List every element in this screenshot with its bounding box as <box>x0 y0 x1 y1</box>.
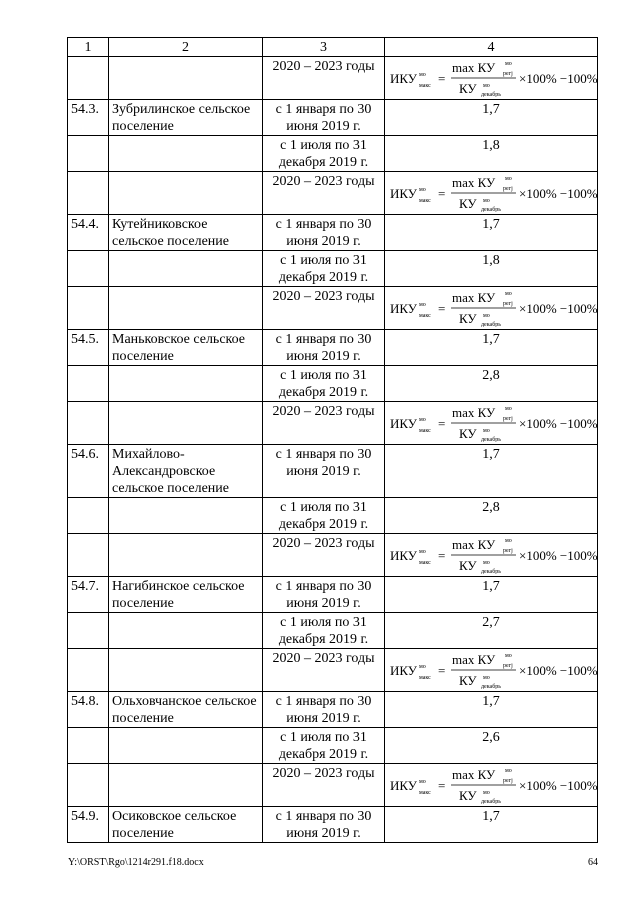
header-col-2: 2 <box>109 38 263 57</box>
settlement-name-cell <box>109 534 263 577</box>
table-body <box>68 38 598 843</box>
settlement-name-cell <box>109 402 263 445</box>
table-row <box>68 136 598 172</box>
row-number-cell <box>68 136 109 172</box>
formula-lhs-sup: мо <box>419 779 426 785</box>
formula-lhs-sup: мо <box>419 549 426 555</box>
settlement-name-cell: Михайлово-Александровское сельское поселение <box>109 445 263 498</box>
formula-lhs-sub: макс <box>419 675 431 681</box>
formula-numerator-sub: регj <box>503 548 513 554</box>
table-row <box>68 215 598 251</box>
period-cell: 2020 – 2023 годы <box>263 649 385 692</box>
formula-lhs-sup: мо <box>419 664 426 670</box>
period-cell: с 1 июля по 31 декабря 2019 г. <box>263 366 385 402</box>
period-cell: 2020 – 2023 годы <box>263 402 385 445</box>
formula-lhs: ИКУ <box>390 778 418 793</box>
row-number-cell <box>68 613 109 649</box>
formula-numerator: max КУ <box>452 405 496 420</box>
formula-denominator: КУ <box>459 558 477 573</box>
table-row <box>68 807 598 843</box>
formula-denominator: КУ <box>459 673 477 688</box>
formula-numerator: max КУ <box>452 290 496 305</box>
formula-denominator: КУ <box>459 788 477 803</box>
row-number-cell: 54.8. <box>68 692 109 728</box>
settlement-name-cell: Нагибинское сельское поселение <box>109 577 263 613</box>
settlement-name-cell <box>109 613 263 649</box>
table-row <box>68 613 598 649</box>
settlement-name-cell <box>109 172 263 215</box>
formula-numerator-sup: мо <box>505 176 512 182</box>
formula-lhs-sup: мо <box>419 302 426 308</box>
formula-numerator-sub: регj <box>503 301 513 307</box>
formula-numerator-sup: мо <box>505 406 512 412</box>
table-row <box>68 57 598 100</box>
index-formula <box>388 404 598 442</box>
index-value-cell <box>385 613 598 649</box>
index-value-cell <box>385 728 598 764</box>
page-number: 64 <box>588 857 598 868</box>
formula-denominator-sub: декабрь <box>481 92 501 97</box>
header-col-1: 1 <box>68 38 109 57</box>
table-row <box>68 692 598 728</box>
formula-equals: = <box>438 416 446 431</box>
index-value: 2,8 <box>482 368 500 383</box>
settlement-name-cell <box>109 366 263 402</box>
index-value-cell <box>385 402 598 445</box>
formula-numerator-sup: мо <box>505 538 512 544</box>
formula-denominator: КУ <box>459 81 477 96</box>
formula-denominator-sub: декабрь <box>481 322 501 327</box>
period-cell: с 1 января по 30 июня 2019 г. <box>263 445 385 498</box>
formula-numerator: max КУ <box>452 652 496 667</box>
formula-lhs-sub: макс <box>419 83 431 89</box>
index-formula <box>388 766 598 804</box>
formula-numerator: max КУ <box>452 60 496 75</box>
index-value-cell <box>385 57 598 100</box>
formula-numerator-sup: мо <box>505 291 512 297</box>
settlement-name-cell <box>109 649 263 692</box>
index-value: 2,8 <box>482 500 500 515</box>
index-value-cell <box>385 100 598 136</box>
formula-tail: ×100% −100% <box>519 548 598 563</box>
formula-lhs: ИКУ <box>390 301 418 316</box>
index-value-cell <box>385 807 598 843</box>
formula-lhs-sub: макс <box>419 198 431 204</box>
formula-equals: = <box>438 301 446 316</box>
formula-tail: ×100% −100% <box>519 71 598 86</box>
settlement-name-cell <box>109 57 263 100</box>
table-row <box>68 402 598 445</box>
formula-lhs-sub: макс <box>419 560 431 566</box>
table-row <box>68 534 598 577</box>
table-row <box>68 577 598 613</box>
index-value-cell <box>385 534 598 577</box>
formula-denominator-sub: декабрь <box>481 799 501 804</box>
formula-tail: ×100% −100% <box>519 301 598 316</box>
formula-denominator-sub: декабрь <box>481 437 501 442</box>
formula-numerator-sub: регj <box>503 186 513 192</box>
table-row <box>68 172 598 215</box>
period-cell: с 1 января по 30 июня 2019 г. <box>263 215 385 251</box>
table-row <box>68 728 598 764</box>
index-value: 1,7 <box>482 579 500 594</box>
table-row <box>68 764 598 807</box>
formula-lhs-sub: макс <box>419 790 431 796</box>
formula-lhs-sub: макс <box>419 313 431 319</box>
table-row <box>68 498 598 534</box>
formula-numerator-sup: мо <box>505 768 512 774</box>
formula-denominator-sub: декабрь <box>481 569 501 574</box>
index-value-cell <box>385 764 598 807</box>
formula-numerator-sub: регj <box>503 778 513 784</box>
index-value-cell <box>385 577 598 613</box>
formula-denominator-sup: мо <box>483 790 490 796</box>
formula-numerator: max КУ <box>452 175 496 190</box>
formula-denominator-sup: мо <box>483 560 490 566</box>
formula-denominator-sub: декабрь <box>481 207 501 212</box>
index-value-cell <box>385 172 598 215</box>
header-col-3: 3 <box>263 38 385 57</box>
formula-numerator-sup: мо <box>505 61 512 67</box>
period-cell: 2020 – 2023 годы <box>263 764 385 807</box>
row-number-cell: 54.4. <box>68 215 109 251</box>
formula-denominator-sup: мо <box>483 675 490 681</box>
formula-denominator-sup: мо <box>483 428 490 434</box>
formula-lhs-sup: мо <box>419 417 426 423</box>
index-formula <box>388 289 598 327</box>
period-cell: с 1 июля по 31 декабря 2019 г. <box>263 136 385 172</box>
row-number-cell: 54.9. <box>68 807 109 843</box>
index-value: 1,7 <box>482 694 500 709</box>
file-path: Y:\ORST\Rgo\1214r291.f18.docx <box>68 857 204 868</box>
settlement-name-cell: Зубрилинское сельское поселение <box>109 100 263 136</box>
index-value-cell <box>385 498 598 534</box>
settlement-name-cell: Осиковское сельское поселение <box>109 807 263 843</box>
period-cell: 2020 – 2023 годы <box>263 287 385 330</box>
index-formula <box>388 651 598 689</box>
index-value-cell <box>385 366 598 402</box>
row-number-cell: 54.3. <box>68 100 109 136</box>
index-formula <box>388 536 598 574</box>
table-row <box>68 445 598 498</box>
formula-numerator-sub: регj <box>503 663 513 669</box>
index-formula <box>388 59 598 97</box>
settlement-name-cell: Кутейниковское сельское поселение <box>109 215 263 251</box>
formula-denominator: КУ <box>459 426 477 441</box>
settlement-name-cell <box>109 764 263 807</box>
formula-tail: ×100% −100% <box>519 778 598 793</box>
formula-equals: = <box>438 186 446 201</box>
formula-equals: = <box>438 71 446 86</box>
index-value-cell <box>385 445 598 498</box>
row-number-cell: 54.5. <box>68 330 109 366</box>
index-value-cell <box>385 692 598 728</box>
formula-tail: ×100% −100% <box>519 663 598 678</box>
index-value-cell <box>385 330 598 366</box>
formula-equals: = <box>438 778 446 793</box>
formula-lhs-sub: макс <box>419 428 431 434</box>
period-cell: с 1 июля по 31 декабря 2019 г. <box>263 498 385 534</box>
table-row <box>68 251 598 287</box>
period-cell: с 1 июля по 31 декабря 2019 г. <box>263 251 385 287</box>
formula-numerator-sub: регj <box>503 416 513 422</box>
formula-denominator-sup: мо <box>483 83 490 89</box>
index-value: 1,7 <box>482 447 500 462</box>
period-cell: 2020 – 2023 годы <box>263 57 385 100</box>
table-row <box>68 330 598 366</box>
period-cell: с 1 января по 30 июня 2019 г. <box>263 330 385 366</box>
formula-lhs: ИКУ <box>390 548 418 563</box>
row-number-cell <box>68 728 109 764</box>
index-value: 1,8 <box>482 138 500 153</box>
index-value: 1,7 <box>482 809 500 824</box>
table-row <box>68 287 598 330</box>
index-value: 1,7 <box>482 332 500 347</box>
header-col-4: 4 <box>385 38 598 57</box>
formula-numerator: max КУ <box>452 537 496 552</box>
row-number-cell <box>68 172 109 215</box>
row-number-cell <box>68 366 109 402</box>
formula-tail: ×100% −100% <box>519 416 598 431</box>
formula-tail: ×100% −100% <box>519 186 598 201</box>
period-cell: с 1 января по 30 июня 2019 г. <box>263 807 385 843</box>
index-value-cell <box>385 649 598 692</box>
index-value-cell <box>385 215 598 251</box>
row-number-cell <box>68 57 109 100</box>
formula-lhs-sup: мо <box>419 187 426 193</box>
row-number-cell: 54.6. <box>68 445 109 498</box>
formula-numerator-sub: регj <box>503 71 513 77</box>
settlement-name-cell <box>109 287 263 330</box>
period-cell: с 1 января по 30 июня 2019 г. <box>263 692 385 728</box>
index-formula <box>388 174 598 212</box>
period-cell: с 1 июля по 31 декабря 2019 г. <box>263 728 385 764</box>
row-number-cell: 54.7. <box>68 577 109 613</box>
formula-denominator: КУ <box>459 311 477 326</box>
period-cell: с 1 января по 30 июня 2019 г. <box>263 577 385 613</box>
settlement-name-cell: Маньковское сельское поселение <box>109 330 263 366</box>
settlement-name-cell <box>109 251 263 287</box>
settlement-name-cell: Ольховчанское сельское поселение <box>109 692 263 728</box>
period-cell: с 1 января по 30 июня 2019 г. <box>263 100 385 136</box>
formula-denominator-sub: декабрь <box>481 684 501 689</box>
index-value: 2,6 <box>482 730 500 745</box>
formula-lhs: ИКУ <box>390 663 418 678</box>
formula-lhs: ИКУ <box>390 416 418 431</box>
settlement-name-cell <box>109 136 263 172</box>
period-cell: с 1 июля по 31 декабря 2019 г. <box>263 613 385 649</box>
settlement-name-cell <box>109 728 263 764</box>
row-number-cell <box>68 764 109 807</box>
period-cell: 2020 – 2023 годы <box>263 172 385 215</box>
header-row <box>68 38 598 57</box>
formula-lhs-sup: мо <box>419 72 426 78</box>
formula-numerator: max КУ <box>452 767 496 782</box>
row-number-cell <box>68 251 109 287</box>
row-number-cell <box>68 649 109 692</box>
index-value: 2,7 <box>482 615 500 630</box>
formula-equals: = <box>438 663 446 678</box>
period-cell: 2020 – 2023 годы <box>263 534 385 577</box>
formula-lhs: ИКУ <box>390 186 418 201</box>
formula-denominator: КУ <box>459 196 477 211</box>
tariff-index-table <box>67 37 598 843</box>
index-value: 1,7 <box>482 217 500 232</box>
index-value: 1,7 <box>482 102 500 117</box>
formula-denominator-sup: мо <box>483 198 490 204</box>
settlement-name-cell <box>109 498 263 534</box>
table-row <box>68 366 598 402</box>
row-number-cell <box>68 534 109 577</box>
index-value-cell <box>385 251 598 287</box>
index-value-cell <box>385 287 598 330</box>
formula-equals: = <box>438 548 446 563</box>
index-value: 1,8 <box>482 253 500 268</box>
formula-numerator-sup: мо <box>505 653 512 659</box>
formula-denominator-sup: мо <box>483 313 490 319</box>
row-number-cell <box>68 287 109 330</box>
index-value-cell <box>385 136 598 172</box>
table-row <box>68 100 598 136</box>
table-row <box>68 649 598 692</box>
row-number-cell <box>68 498 109 534</box>
row-number-cell <box>68 402 109 445</box>
formula-lhs: ИКУ <box>390 71 418 86</box>
